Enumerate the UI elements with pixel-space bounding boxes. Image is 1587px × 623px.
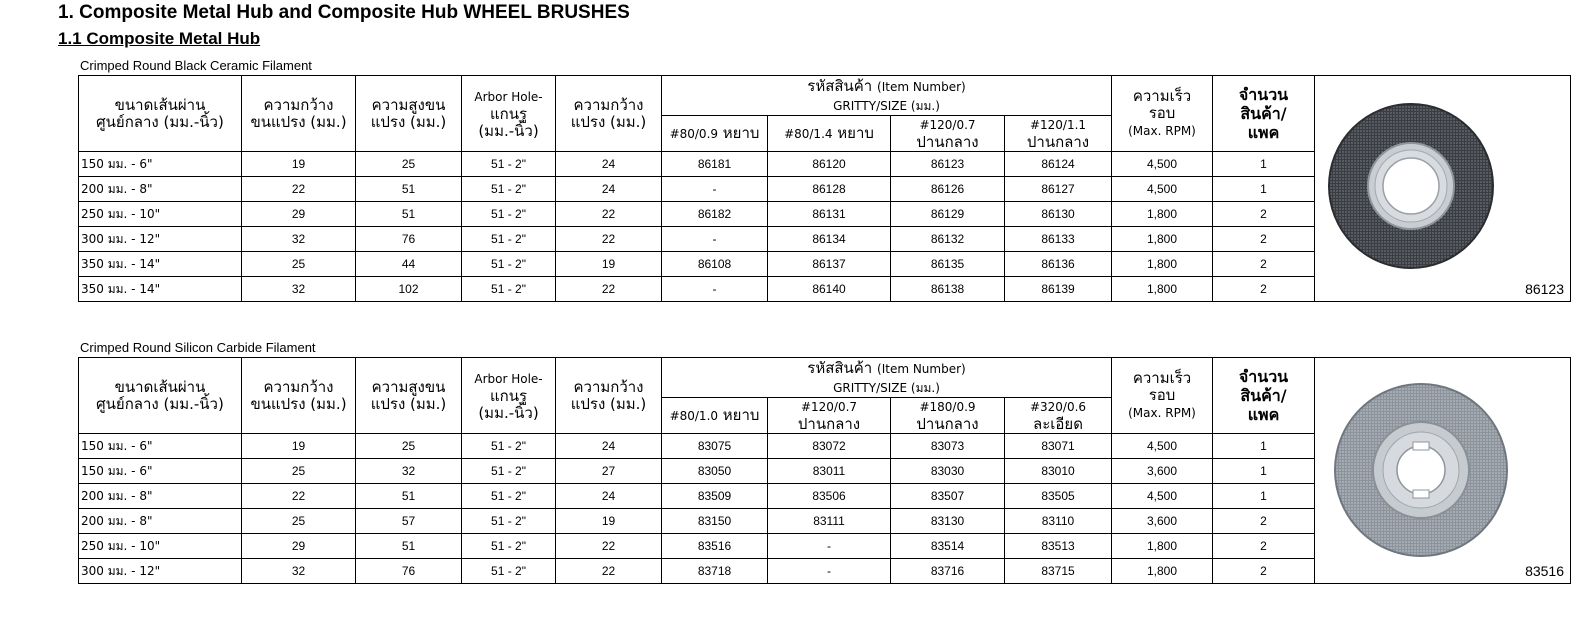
cell-arbor: 51 - 2"	[462, 509, 556, 534]
col-header-arbor: Arbor Hole- แกนรู (มม.-นิ้ว)	[462, 358, 556, 434]
col-header-height: ความสูงขน แปรง (มม.)	[356, 358, 462, 434]
cell-width: 29	[242, 202, 356, 227]
cell-qty: 1	[1213, 434, 1315, 459]
cell-item-code: 86134	[768, 227, 891, 252]
cell-height: 25	[356, 434, 462, 459]
cell-qty: 2	[1213, 227, 1315, 252]
cell-item-code: 83507	[891, 484, 1005, 509]
cell-arbor: 51 - 2"	[462, 202, 556, 227]
cell-size: 150 มม. - 6"	[79, 434, 242, 459]
cell-qty: 1	[1213, 152, 1315, 177]
cell-width: 22	[242, 484, 356, 509]
cell-brush-width: 19	[556, 509, 662, 534]
cell-height: 32	[356, 459, 462, 484]
cell-size: 300 มม. - 12"	[79, 227, 242, 252]
cell-arbor: 51 - 2"	[462, 227, 556, 252]
cell-rpm: 1,800	[1112, 227, 1213, 252]
cell-item-code: 86140	[768, 277, 891, 302]
cell-item-code: 86135	[891, 252, 1005, 277]
spec-table-silicon-carbide	[78, 357, 1571, 584]
cell-item-code: 86126	[891, 177, 1005, 202]
cell-rpm: 1,800	[1112, 277, 1213, 302]
cell-size: 150 มม. - 6"	[79, 152, 242, 177]
cell-arbor: 51 - 2"	[462, 484, 556, 509]
cell-brush-width: 22	[556, 227, 662, 252]
cell-item-code: 83509	[662, 484, 768, 509]
grit-header-4: #120/1.1 ปานกลาง	[1005, 116, 1112, 152]
cell-width: 25	[242, 509, 356, 534]
cell-qty: 2	[1213, 509, 1315, 534]
col-header-brush-width: ความกว้าง แปรง (มม.)	[556, 76, 662, 152]
cell-height: 51	[356, 177, 462, 202]
product-image-cell	[1315, 76, 1571, 302]
cell-arbor: 51 - 2"	[462, 434, 556, 459]
cell-item-code: 86131	[768, 202, 891, 227]
cell-item-code: 83075	[662, 434, 768, 459]
cell-rpm: 3,600	[1112, 459, 1213, 484]
section-subtitle: 1.1 Composite Metal Hub	[58, 29, 261, 48]
col-header-speed: ความเร็ว รอบ (Max. RPM)	[1112, 358, 1213, 434]
cell-height: 57	[356, 509, 462, 534]
cell-width: 32	[242, 277, 356, 302]
col-header-arbor: Arbor Hole- แกนรู (มม.-นิ้ว)	[462, 76, 556, 152]
cell-arbor: 51 - 2"	[462, 459, 556, 484]
cell-item-code: 83506	[768, 484, 891, 509]
spec-table-ceramic	[78, 75, 1571, 302]
cell-height: 76	[356, 227, 462, 252]
grit-header-1: #80/1.0 หยาบ	[662, 398, 768, 434]
cell-width: 32	[242, 227, 356, 252]
cell-brush-width: 22	[556, 202, 662, 227]
cell-height: 102	[356, 277, 462, 302]
col-header-diameter: ขนาดเส้นผ่าน ศูนย์กลาง (มม.-นิ้ว)	[79, 358, 242, 434]
cell-rpm: 3,600	[1112, 509, 1213, 534]
grit-header-1: #80/0.9 หยาบ	[662, 116, 768, 152]
cell-qty: 2	[1213, 202, 1315, 227]
cell-width: 29	[242, 534, 356, 559]
cell-rpm: 1,800	[1112, 534, 1213, 559]
cell-qty: 2	[1213, 252, 1315, 277]
table-caption: Crimped Round Black Ceramic Filament	[80, 58, 312, 73]
cell-qty: 1	[1213, 177, 1315, 202]
cell-width: 19	[242, 434, 356, 459]
cell-arbor: 51 - 2"	[462, 177, 556, 202]
col-header-width: ความกว้าง ขนแปรง (มม.)	[242, 76, 356, 152]
col-header-width: ความกว้าง ขนแปรง (มม.)	[242, 358, 356, 434]
cell-rpm: 1,800	[1112, 252, 1213, 277]
col-header-diameter: ขนาดเส้นผ่าน ศูนย์กลาง (มม.-นิ้ว)	[79, 76, 242, 152]
cell-item-code: 83030	[891, 459, 1005, 484]
cell-item-code: 86128	[768, 177, 891, 202]
cell-item-code: 86137	[768, 252, 891, 277]
cell-brush-width: 19	[556, 252, 662, 277]
cell-item-code: 83011	[768, 459, 891, 484]
cell-item-code: 83150	[662, 509, 768, 534]
cell-rpm: 4,500	[1112, 152, 1213, 177]
cell-item-code: 86182	[662, 202, 768, 227]
col-header-speed: ความเร็ว รอบ (Max. RPM)	[1112, 76, 1213, 152]
cell-qty: 1	[1213, 459, 1315, 484]
cell-size: 200 มม. - 8"	[79, 484, 242, 509]
page-title: 1. Composite Metal Hub and Composite Hub WHEEL BRUSHES	[58, 2, 630, 23]
cell-item-code: -	[662, 277, 768, 302]
cell-item-code: 83715	[1005, 559, 1112, 584]
cell-item-code: 86127	[1005, 177, 1112, 202]
cell-width: 32	[242, 559, 356, 584]
cell-item-code: 83071	[1005, 434, 1112, 459]
cell-item-code: 86108	[662, 252, 768, 277]
cell-size: 200 มม. - 8"	[79, 509, 242, 534]
cell-item-code: 83513	[1005, 534, 1112, 559]
cell-item-code: 86130	[1005, 202, 1112, 227]
cell-rpm: 4,500	[1112, 434, 1213, 459]
cell-size: 250 มม. - 10"	[79, 534, 242, 559]
cell-item-code: -	[768, 534, 891, 559]
cell-item-code: 86124	[1005, 152, 1112, 177]
cell-item-code: 86139	[1005, 277, 1112, 302]
cell-qty: 2	[1213, 559, 1315, 584]
cell-item-code: 83010	[1005, 459, 1112, 484]
cell-item-code: 83110	[1005, 509, 1112, 534]
grit-header-3: #120/0.7 ปานกลาง	[891, 116, 1005, 152]
cell-rpm: 4,500	[1112, 177, 1213, 202]
cell-brush-width: 24	[556, 484, 662, 509]
cell-item-code: 86120	[768, 152, 891, 177]
cell-size: 150 มม. - 6"	[79, 459, 242, 484]
cell-item-code: -	[662, 177, 768, 202]
product-code-label: 86123	[1525, 281, 1564, 297]
cell-brush-width: 24	[556, 152, 662, 177]
cell-arbor: 51 - 2"	[462, 534, 556, 559]
cell-item-code: 83111	[768, 509, 891, 534]
col-header-item-number: รหัสสินค้า (Item Number) GRITTY/SIZE (มม.)	[662, 358, 1112, 398]
cell-height: 76	[356, 559, 462, 584]
col-header-height: ความสูงขน แปรง (มม.)	[356, 76, 462, 152]
col-header-item-number: รหัสสินค้า (Item Number) GRITTY/SIZE (มม.)	[662, 76, 1112, 116]
col-header-brush-width: ความกว้าง แปรง (มม.)	[556, 358, 662, 434]
wheel-brush-dark-image	[1315, 76, 1571, 302]
cell-item-code: 83130	[891, 509, 1005, 534]
cell-arbor: 51 - 2"	[462, 277, 556, 302]
product-image-cell	[1315, 358, 1571, 584]
cell-rpm: 1,800	[1112, 202, 1213, 227]
cell-item-code: 86129	[891, 202, 1005, 227]
cell-size: 300 มม. - 12"	[79, 559, 242, 584]
cell-item-code: -	[768, 559, 891, 584]
product-code-label: 83516	[1525, 563, 1564, 579]
cell-width: 25	[242, 459, 356, 484]
grit-header-2: #120/0.7 ปานกลาง	[768, 398, 891, 434]
cell-height: 51	[356, 534, 462, 559]
cell-width: 25	[242, 252, 356, 277]
cell-item-code: 86138	[891, 277, 1005, 302]
col-header-qty: จำนวน สินค้า/ แพค	[1213, 358, 1315, 434]
cell-item-code: 83505	[1005, 484, 1112, 509]
cell-item-code: 83072	[768, 434, 891, 459]
cell-qty: 2	[1213, 534, 1315, 559]
grit-header-3: #180/0.9 ปานกลาง	[891, 398, 1005, 434]
cell-brush-width: 22	[556, 534, 662, 559]
cell-item-code: 86136	[1005, 252, 1112, 277]
cell-item-code: -	[662, 227, 768, 252]
cell-item-code: 86123	[891, 152, 1005, 177]
cell-size: 350 มม. - 14"	[79, 277, 242, 302]
cell-item-code: 83516	[662, 534, 768, 559]
cell-brush-width: 22	[556, 277, 662, 302]
cell-size: 200 มม. - 8"	[79, 177, 242, 202]
cell-arbor: 51 - 2"	[462, 559, 556, 584]
cell-qty: 2	[1213, 277, 1315, 302]
cell-qty: 1	[1213, 484, 1315, 509]
cell-item-code: 83050	[662, 459, 768, 484]
cell-item-code: 86181	[662, 152, 768, 177]
cell-rpm: 4,500	[1112, 484, 1213, 509]
cell-height: 51	[356, 484, 462, 509]
cell-brush-width: 27	[556, 459, 662, 484]
cell-arbor: 51 - 2"	[462, 252, 556, 277]
grit-header-4: #320/0.6 ละเอียด	[1005, 398, 1112, 434]
cell-size: 350 มม. - 14"	[79, 252, 242, 277]
grit-header-2: #80/1.4 หยาบ	[768, 116, 891, 152]
cell-item-code: 83073	[891, 434, 1005, 459]
cell-item-code: 83514	[891, 534, 1005, 559]
cell-item-code: 83718	[662, 559, 768, 584]
cell-brush-width: 22	[556, 559, 662, 584]
table-caption: Crimped Round Silicon Carbide Filament	[80, 340, 316, 355]
wheel-brush-gray-image	[1315, 358, 1571, 584]
cell-width: 19	[242, 152, 356, 177]
cell-rpm: 1,800	[1112, 559, 1213, 584]
cell-size: 250 มม. - 10"	[79, 202, 242, 227]
cell-arbor: 51 - 2"	[462, 152, 556, 177]
cell-height: 44	[356, 252, 462, 277]
cell-brush-width: 24	[556, 177, 662, 202]
cell-height: 25	[356, 152, 462, 177]
cell-item-code: 86132	[891, 227, 1005, 252]
cell-brush-width: 24	[556, 434, 662, 459]
col-header-qty: จำนวน สินค้า/ แพค	[1213, 76, 1315, 152]
cell-item-code: 86133	[1005, 227, 1112, 252]
cell-height: 51	[356, 202, 462, 227]
cell-item-code: 83716	[891, 559, 1005, 584]
cell-width: 22	[242, 177, 356, 202]
